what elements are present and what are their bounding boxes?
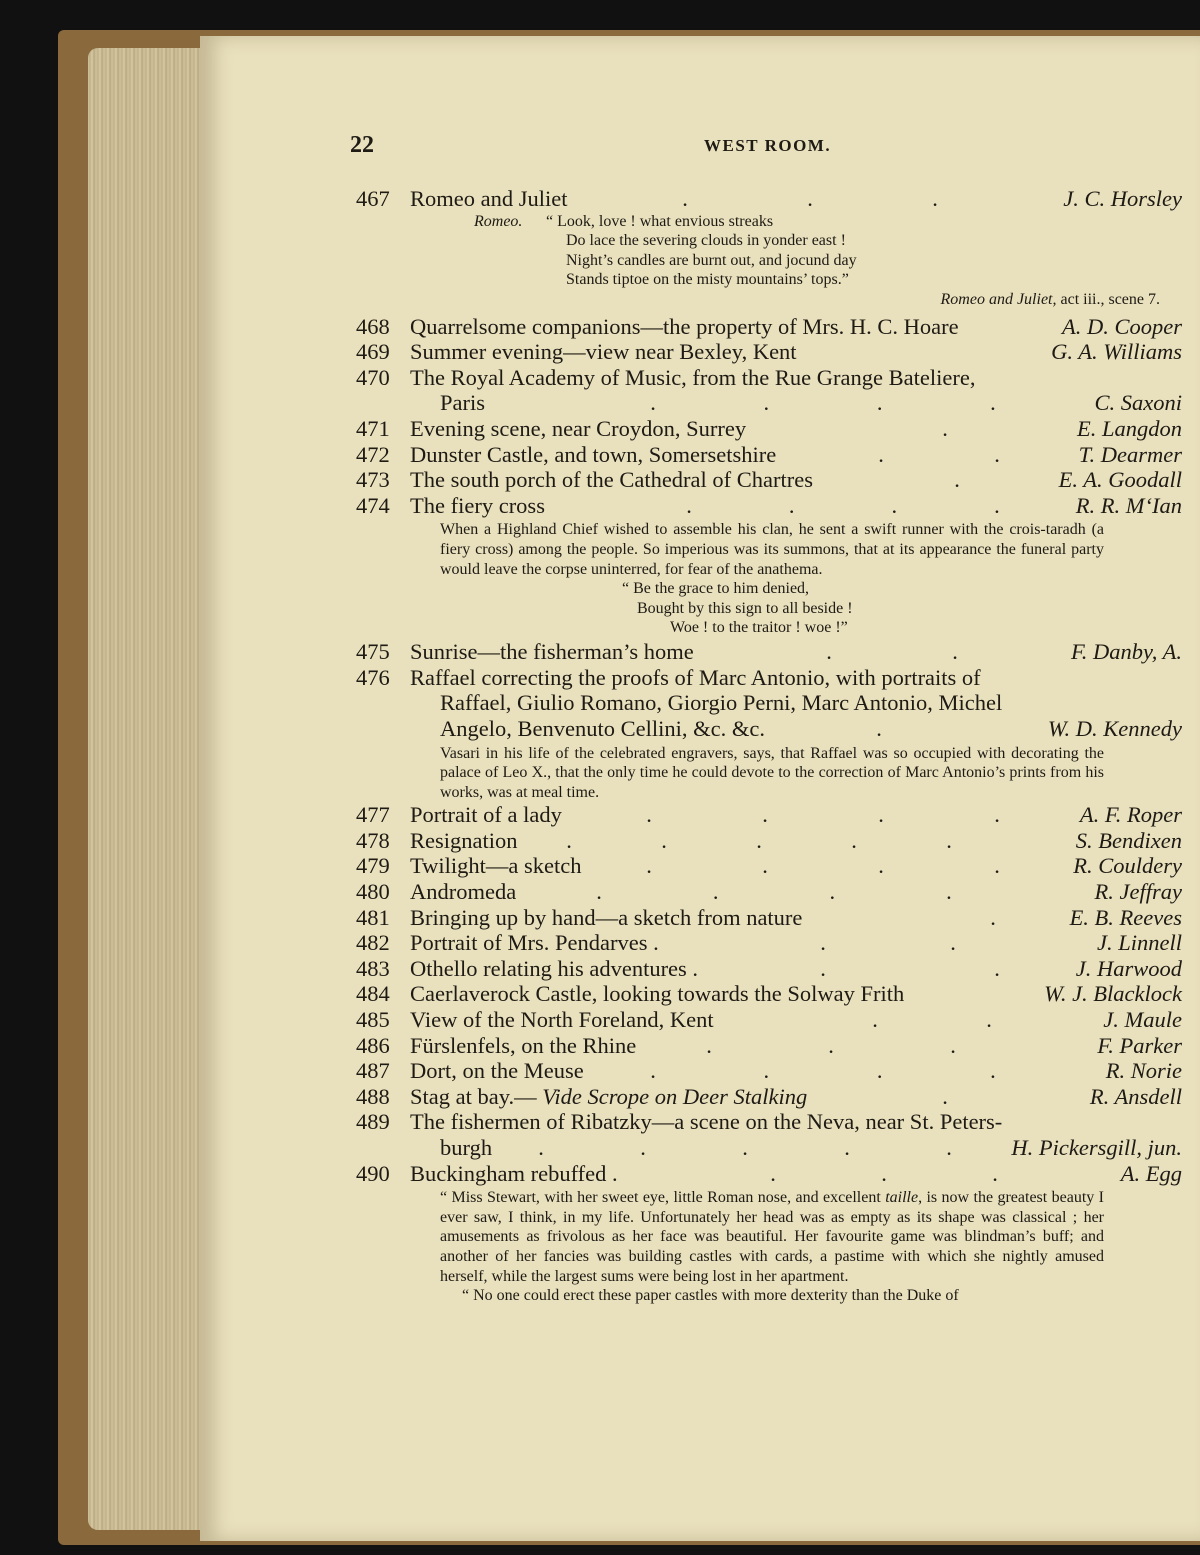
leader-dots: . . . xyxy=(706,1032,956,1058)
entry-title: Portrait of a lady xyxy=(410,802,562,828)
running-head: WEST ROOM. xyxy=(704,136,832,155)
entry-title: Buckingham rebuffed . xyxy=(410,1160,618,1186)
catalogue-entry-487 xyxy=(200,1058,1200,1084)
catalogue-entry-486 xyxy=(200,1033,1200,1059)
verse-line: Woe ! to the traitor ! woe !” xyxy=(670,619,848,637)
entry-title: Twilight—a sketch xyxy=(410,853,582,879)
entry-title-continued: burgh xyxy=(440,1135,493,1160)
entry-number: 472 xyxy=(356,441,390,467)
entry-title: Caerlaverock Castle, looking towards the Solway Frith xyxy=(410,981,905,1007)
entry-title: The fishermen of Ribatzky—a scene on the Neva, near St. Peters- xyxy=(410,1109,1003,1135)
catalogue-entry-483 xyxy=(200,956,1200,982)
leader-dots: . . . . xyxy=(650,1058,996,1084)
entry-artist: J. Harwood xyxy=(1075,955,1182,981)
entry-artist: R. Ansdell xyxy=(1089,1083,1182,1109)
entry-title-text: Stag at bay.— xyxy=(410,1083,537,1109)
entry-artist: J. C. Horsley xyxy=(1063,186,1182,211)
entry-artist: F. Danby, A. xyxy=(1070,639,1182,665)
entry-title: Summer evening—view near Bexley, Kent xyxy=(410,339,797,365)
catalogue-entry-477 xyxy=(200,802,1200,828)
entry-note: When a Highland Chief wished to assemble his clan, he sent a swift runner with the crois-taradh (a fiery cross) among the people. So imperious was its summons, that at its appearance the funeral party would leave the corpse uninterred, for fear of the anathema. xyxy=(440,521,1104,578)
catalogue-entry-482 xyxy=(200,930,1200,956)
catalogue-entry-475 xyxy=(200,639,1200,665)
entry-title-continued: Angelo, Benvenuto Cellini, &c. &c. xyxy=(440,715,765,741)
note-text: “ Miss Stewart, with her sweet eye, little Roman nose, and excellent xyxy=(440,1189,886,1207)
quotation-467 xyxy=(200,212,1200,290)
entry-number: 490 xyxy=(356,1160,390,1186)
entry-title-continued: Raffael, Giulio Romano, Giorgio Perni, Marc Antonio, Michel xyxy=(440,690,1003,716)
leader-dots: . . xyxy=(872,1007,992,1033)
catalogue-entry-472 xyxy=(200,442,1200,468)
leader-dots: . . xyxy=(820,930,956,956)
entry-artist: T. Dearmer xyxy=(1078,441,1182,467)
leader-dots: . . . . xyxy=(646,853,1000,879)
leader-dots: . . . xyxy=(770,1160,998,1186)
entry-artist: S. Bendixen xyxy=(1075,827,1182,853)
entry-note-continued: “ No one could erect these paper castles with more dexterity than the Duke of xyxy=(462,1287,959,1305)
catalogue-entry-469 xyxy=(200,339,1200,365)
catalogue-entry-488 xyxy=(200,1084,1200,1110)
verse-line: Do lace the severing clouds in yonder east ! xyxy=(566,232,846,250)
entry-number: 475 xyxy=(356,639,390,665)
catalogue-entry-480 xyxy=(200,879,1200,905)
entry-title: The south porch of the Cathedral of Chartres xyxy=(410,467,814,493)
entry-artist: R. Couldery xyxy=(1073,853,1182,879)
entry-artist: A. Egg xyxy=(1120,1160,1182,1186)
entry-title-continued: Paris xyxy=(440,390,485,416)
catalogue-entry-470 xyxy=(200,365,1200,391)
entry-title: Sunrise—the fisherman’s home xyxy=(410,639,694,665)
entry-number: 480 xyxy=(356,879,390,905)
leader-dots: . xyxy=(942,1083,948,1109)
entry-number: 485 xyxy=(356,1007,390,1033)
verse-line: Bought by this sign to all beside ! xyxy=(637,599,853,617)
entry-title: Portrait of Mrs. Pendarves . xyxy=(410,930,659,956)
quotation-source xyxy=(200,290,1160,310)
catalogue-entry-478 xyxy=(200,828,1200,854)
catalogue-entry-479 xyxy=(200,853,1200,879)
catalogue-entry-484 xyxy=(200,981,1200,1007)
leader-dots: . . . . xyxy=(686,492,1000,518)
entry-artist: R. Jeffray xyxy=(1094,879,1182,905)
catalogue-page xyxy=(200,36,1200,1541)
entry-artist: E. B. Reeves xyxy=(1069,904,1182,930)
entry-title: Resignation xyxy=(410,827,518,853)
entry-number: 470 xyxy=(356,364,390,390)
catalogue-entry-489 xyxy=(200,1109,1200,1135)
leader-dots: . . . . . xyxy=(566,827,952,853)
leader-dots: . . . . . xyxy=(538,1135,952,1160)
page-edges xyxy=(88,48,208,1530)
entry-artist: E. Langdon xyxy=(1076,415,1182,441)
entry-title: Andromeda xyxy=(410,879,517,905)
entry-title: Dunster Castle, and town, Somersetshire xyxy=(410,441,777,467)
page-number: 22 xyxy=(350,132,374,158)
entry-artist: A. F. Roper xyxy=(1079,802,1182,828)
entry-number: 487 xyxy=(356,1058,390,1084)
leader-dots: . . . . xyxy=(646,802,1000,828)
catalogue-entry-476-cont2 xyxy=(200,716,1200,742)
page-header xyxy=(200,132,1200,162)
entry-number: 477 xyxy=(356,802,390,828)
quote-speaker: Romeo. xyxy=(474,212,523,230)
catalogue-entry-476 xyxy=(200,665,1200,691)
entry-title: The Royal Academy of Music, from the Rue Grange Bateliere, xyxy=(410,364,976,390)
source-location: act iii., scene 7. xyxy=(1056,290,1160,308)
entry-title: Dort, on the Meuse xyxy=(410,1058,584,1084)
entry-artist: W. J. Blacklock xyxy=(1044,981,1182,1007)
entry-title: Raffael correcting the proofs of Marc Antonio, with portraits of xyxy=(410,664,981,690)
entry-number: 482 xyxy=(356,930,390,956)
leader-dots: . . xyxy=(826,639,958,665)
entry-title: Romeo and Juliet xyxy=(410,186,568,211)
note-italic-word: taille xyxy=(885,1189,919,1207)
entry-number: 474 xyxy=(356,492,390,518)
entry-artist: R. Norie xyxy=(1105,1058,1182,1084)
entry-number: 486 xyxy=(356,1032,390,1058)
entry-number: 479 xyxy=(356,853,390,879)
entry-title: Evening scene, near Croydon, Surrey xyxy=(410,415,747,441)
verse-line: Night’s candles are burnt out, and jocund day xyxy=(566,251,857,269)
verse-line: Stands tiptoe on the misty mountains’ tops.” xyxy=(566,271,849,289)
leader-dots: . . . . xyxy=(596,879,952,905)
leader-dots: . . . . xyxy=(650,390,996,416)
catalogue-entry-476-cont xyxy=(200,690,1200,716)
catalogue-entry-467 xyxy=(200,186,1200,212)
verse-line: “ Look, love ! what envious streaks xyxy=(546,212,774,230)
catalogue-entry-489-cont xyxy=(200,1135,1200,1161)
catalogue-entry-474 xyxy=(200,493,1200,519)
entry-number: 473 xyxy=(356,467,390,493)
entry-title: Fürslenfels, on the Rhine xyxy=(410,1032,637,1058)
catalogue-entry-485 xyxy=(200,1007,1200,1033)
entry-number: 469 xyxy=(356,339,390,365)
entry-artist: J. Linnell xyxy=(1097,930,1182,956)
entry-note: Vasari in his life of the celebrated engravers, says, that Raffael was so occupied with decorating the palace of Leo X., that the only time he could devote to the correction of Marc Antonio’s prints from his works, was at meal time. xyxy=(440,744,1104,801)
entry-artist: F. Parker xyxy=(1097,1032,1182,1058)
leader-dots: . xyxy=(990,904,996,930)
entry-number: 484 xyxy=(356,981,390,1007)
entry-title xyxy=(410,1084,1182,1110)
entry-title: Bringing up by hand—a sketch from nature xyxy=(410,904,803,930)
catalogue-entry-481 xyxy=(200,905,1200,931)
catalogue-entry-471 xyxy=(200,416,1200,442)
entry-artist: C. Saxoni xyxy=(1094,390,1182,416)
quotation-474 xyxy=(200,579,1200,639)
leader-dots: . xyxy=(954,467,960,493)
entry-number: 468 xyxy=(356,313,390,339)
entry-title: Quarrelsome companions—the property of Mrs. H. C. Hoare xyxy=(410,313,959,339)
entry-artist: W. D. Kennedy xyxy=(1047,715,1182,741)
entry-title: Othello relating his adventures . xyxy=(410,955,699,981)
leader-dots: . . xyxy=(878,441,1000,467)
entry-artist: R. R. M‘Ian xyxy=(1075,492,1182,518)
entry-artist: J. Maule xyxy=(1103,1007,1182,1033)
entry-number: 483 xyxy=(356,955,390,981)
catalogue-entry-473 xyxy=(200,467,1200,493)
catalogue-entry-490 xyxy=(200,1161,1200,1187)
catalogue-entries xyxy=(200,186,1200,1306)
leader-dots: . xyxy=(942,415,948,441)
entry-note xyxy=(440,1188,1104,1286)
entry-artist: A. D. Cooper xyxy=(1062,313,1182,339)
entry-title: The fiery cross xyxy=(410,492,545,518)
leader-dots: . . . xyxy=(682,186,938,211)
entry-number: 471 xyxy=(356,415,390,441)
entry-number: 476 xyxy=(356,664,390,690)
entry-number: 488 xyxy=(356,1083,390,1109)
source-title: Romeo and Juliet, xyxy=(940,290,1057,308)
entry-number: 489 xyxy=(356,1109,390,1135)
leader-dots: . xyxy=(876,715,882,741)
entry-title-reference: Vide Scrope on Deer Stalking xyxy=(542,1083,808,1109)
entry-number: 481 xyxy=(356,904,390,930)
entry-artist: G. A. Williams xyxy=(1051,339,1182,365)
note-text: , is now the greatest beauty I ever saw, I think, in my life. Unfortunately her head was as empty as its shape was classical ; her amusements as frivolous as her face was beautiful. Her favourite game was blindman’s buff; and another of her fancies was building castles with cards, a pastime with which she nightly amused herself, while the largest sums were being lost in her apartment. xyxy=(440,1189,1105,1285)
entry-artist: E. A. Goodall xyxy=(1058,467,1182,493)
catalogue-entry-468 xyxy=(200,314,1200,340)
entry-number: 467 xyxy=(356,186,390,211)
entry-artist: H. Pickersgill, jun. xyxy=(1011,1135,1182,1160)
leader-dots: . . xyxy=(820,955,1000,981)
catalogue-entry-470-cont xyxy=(200,390,1200,416)
verse-line: “ Be the grace to him denied, xyxy=(622,580,810,598)
entry-title: View of the North Foreland, Kent xyxy=(410,1007,714,1033)
entry-number: 478 xyxy=(356,827,390,853)
